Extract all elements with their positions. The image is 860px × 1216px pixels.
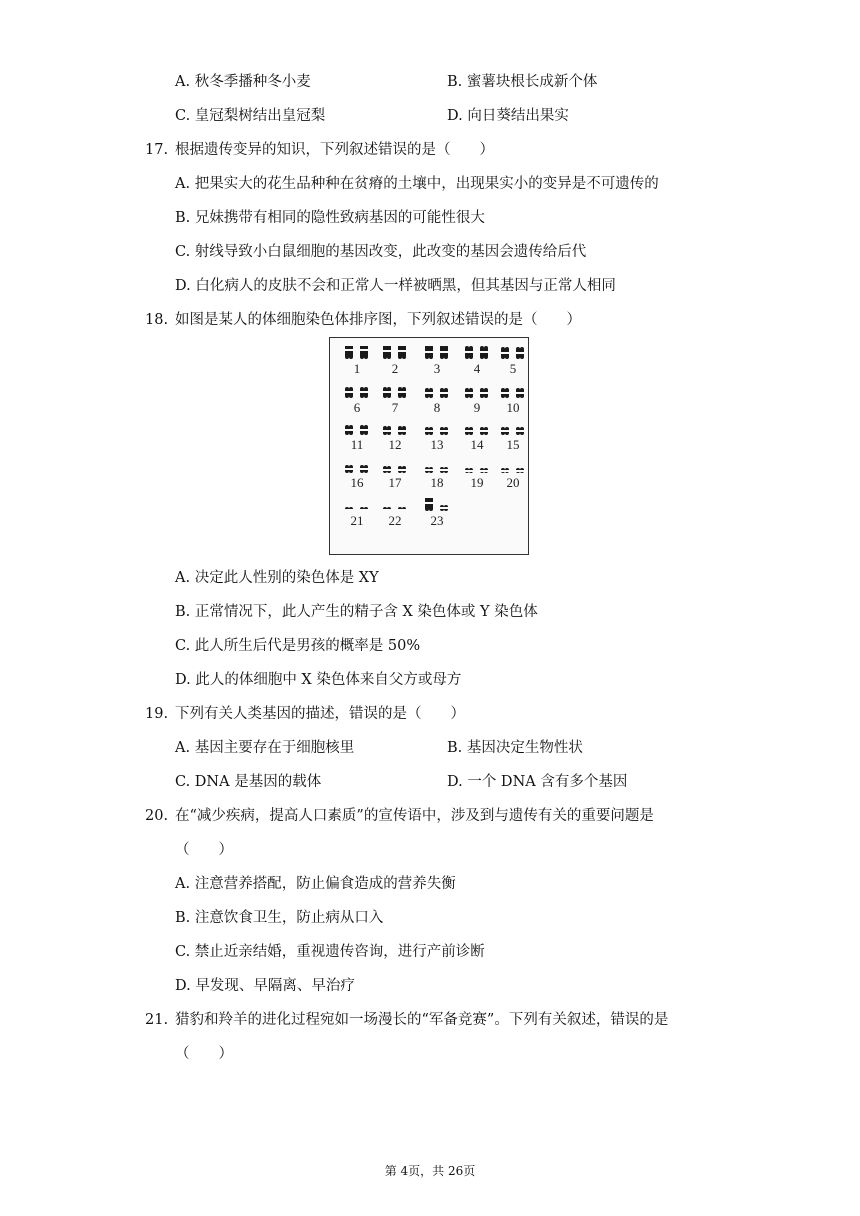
- chromosome-pair-11: [342, 422, 372, 458]
- q17-option-b: B. 兄妹携带有相同的隐性致病基因的可能性很大: [175, 210, 485, 226]
- chromosome-number-label: 14: [470, 437, 484, 452]
- chromosome-number-label: 9: [473, 400, 481, 415]
- chromosome-pair-12: [380, 422, 410, 458]
- q18-option-c: C. 此人所生后代是男孩的概率是 50%: [175, 638, 421, 654]
- chromosome-pair-9: [462, 385, 492, 421]
- q19-option-d: D. 一个 DNA 含有多个基因: [447, 774, 628, 790]
- q19-option-c: C. DNA 是基因的载体: [175, 774, 322, 790]
- chromosome-pair-19: [462, 460, 492, 496]
- q21-stem: 猎豹和羚羊的进化过程宛如一场漫长的“军备竞赛”。下列有关叙述，错误的是: [175, 1012, 669, 1028]
- q16-option-a: A. 秋冬季播种冬小麦: [175, 74, 311, 90]
- chromosome-pair-13: [422, 422, 452, 458]
- chromosome-number-label: 16: [350, 475, 364, 490]
- q19-number: 19.: [145, 706, 169, 722]
- chromosome-pair-16: [342, 460, 372, 496]
- q19-option-a: A. 基因主要存在于细胞核里: [175, 740, 355, 756]
- q18-option-b: B. 正常情况下，此人产生的精子含 X 染色体或 Y 染色体: [175, 604, 538, 620]
- chromosome-number-label: 20: [506, 475, 520, 490]
- q17-option-a: A. 把果实大的花生品种种在贫瘠的土壤中，出现果实小的变异是不可遗传的: [175, 176, 659, 192]
- chromosome-pair-23: [422, 498, 452, 534]
- q20-option-d: D. 早发现、早隔离、早治疗: [175, 978, 355, 994]
- chromosome-pair-22: [380, 498, 410, 534]
- chromosome-pair-10: [498, 385, 528, 421]
- q20-number: 20.: [145, 808, 169, 824]
- q20-option-a: A. 注意营养搭配，防止偏食造成的营养失衡: [175, 876, 456, 892]
- chromosome-pair-14: [462, 422, 492, 458]
- q16-option-c: C. 皇冠梨树结出皇冠梨: [175, 108, 326, 124]
- chromosome-pair-8: [422, 385, 452, 421]
- chromosome-pair-4: [462, 346, 492, 382]
- chromosome-number-label: 19: [470, 475, 484, 490]
- chromosome-pair-21: [342, 498, 372, 534]
- chromosome-number-label: 18: [430, 475, 444, 490]
- q18-option-d: D. 此人的体细胞中 X 染色体来自父方或母方: [175, 672, 462, 688]
- q20-option-b: B. 注意饮食卫生，防止病从口入: [175, 910, 384, 926]
- chromosome-number-label: 8: [433, 400, 441, 415]
- chromosome-pair-7: [380, 385, 410, 421]
- chromosome-number-label: 2: [391, 361, 399, 376]
- q18-stem: 如图是某人的体细胞染色体排序图，下列叙述错误的是（ ）: [175, 312, 581, 328]
- chromosome-number-label: 17: [388, 475, 402, 490]
- chromosome-pair-20: [498, 460, 528, 496]
- chromosome-number-label: 3: [433, 361, 441, 376]
- karyotype-figure: [329, 337, 529, 555]
- q20-stem-continuation: （ ）: [175, 842, 233, 858]
- q17-option-d: D. 白化病人的皮肤不会和正常人一样被晒黑，但其基因与正常人相同: [175, 278, 616, 294]
- q19-option-b: B. 基因决定生物性状: [447, 740, 583, 756]
- q19-stem: 下列有关人类基因的描述，错误的是（ ）: [175, 706, 465, 722]
- q21-stem-continuation: （ ）: [175, 1046, 233, 1062]
- chromosome-pair-5: [498, 346, 528, 382]
- q17-number: 17.: [145, 142, 169, 158]
- chromosome-pair-6: [342, 385, 372, 421]
- chromosome-number-label: 22: [388, 513, 402, 528]
- chromosome-number-label: 1: [353, 361, 361, 376]
- chromosome-number-label: 21: [350, 513, 364, 528]
- chromosome-number-label: 4: [473, 361, 481, 376]
- q21-number: 21.: [145, 1012, 169, 1028]
- q16-option-b: B. 蜜薯块根长成新个体: [447, 74, 598, 90]
- chromosome-pair-18: [422, 460, 452, 496]
- chromosome-number-label: 12: [388, 437, 402, 452]
- chromosome-number-label: 15: [506, 437, 520, 452]
- q20-option-c: C. 禁止近亲结婚，重视遗传咨询，进行产前诊断: [175, 944, 485, 960]
- q18-number: 18.: [145, 312, 169, 328]
- page-footer: 第 4页，共 26页: [384, 1164, 476, 1178]
- q20-stem: 在“减少疾病，提高人口素质”的宣传语中，涉及到与遗传有关的重要问题是: [175, 808, 654, 824]
- chromosome-number-label: 23: [430, 513, 444, 528]
- chromosome-pair-3: [422, 346, 452, 382]
- chromosome-number-label: 5: [509, 361, 517, 376]
- q18-option-a: A. 决定此人性别的染色体是 XY: [175, 570, 379, 586]
- chromosome-pair-1: [342, 346, 372, 382]
- q16-option-d: D. 向日葵结出果实: [447, 108, 569, 124]
- chromosome-pair-2: [380, 346, 410, 382]
- chromosome-number-label: 7: [391, 400, 399, 415]
- chromosome-number-label: 6: [353, 400, 361, 415]
- chromosome-number-label: 13: [430, 437, 444, 452]
- q17-stem: 根据遗传变异的知识，下列叙述错误的是（ ）: [175, 142, 494, 158]
- chromosome-pair-17: [380, 460, 410, 496]
- chromosome-number-label: 10: [506, 400, 520, 415]
- chromosome-pair-15: [498, 422, 528, 458]
- chromosome-number-label: 11: [350, 437, 364, 452]
- q17-option-c: C. 射线导致小白鼠细胞的基因改变，此改变的基因会遗传给后代: [175, 244, 587, 260]
